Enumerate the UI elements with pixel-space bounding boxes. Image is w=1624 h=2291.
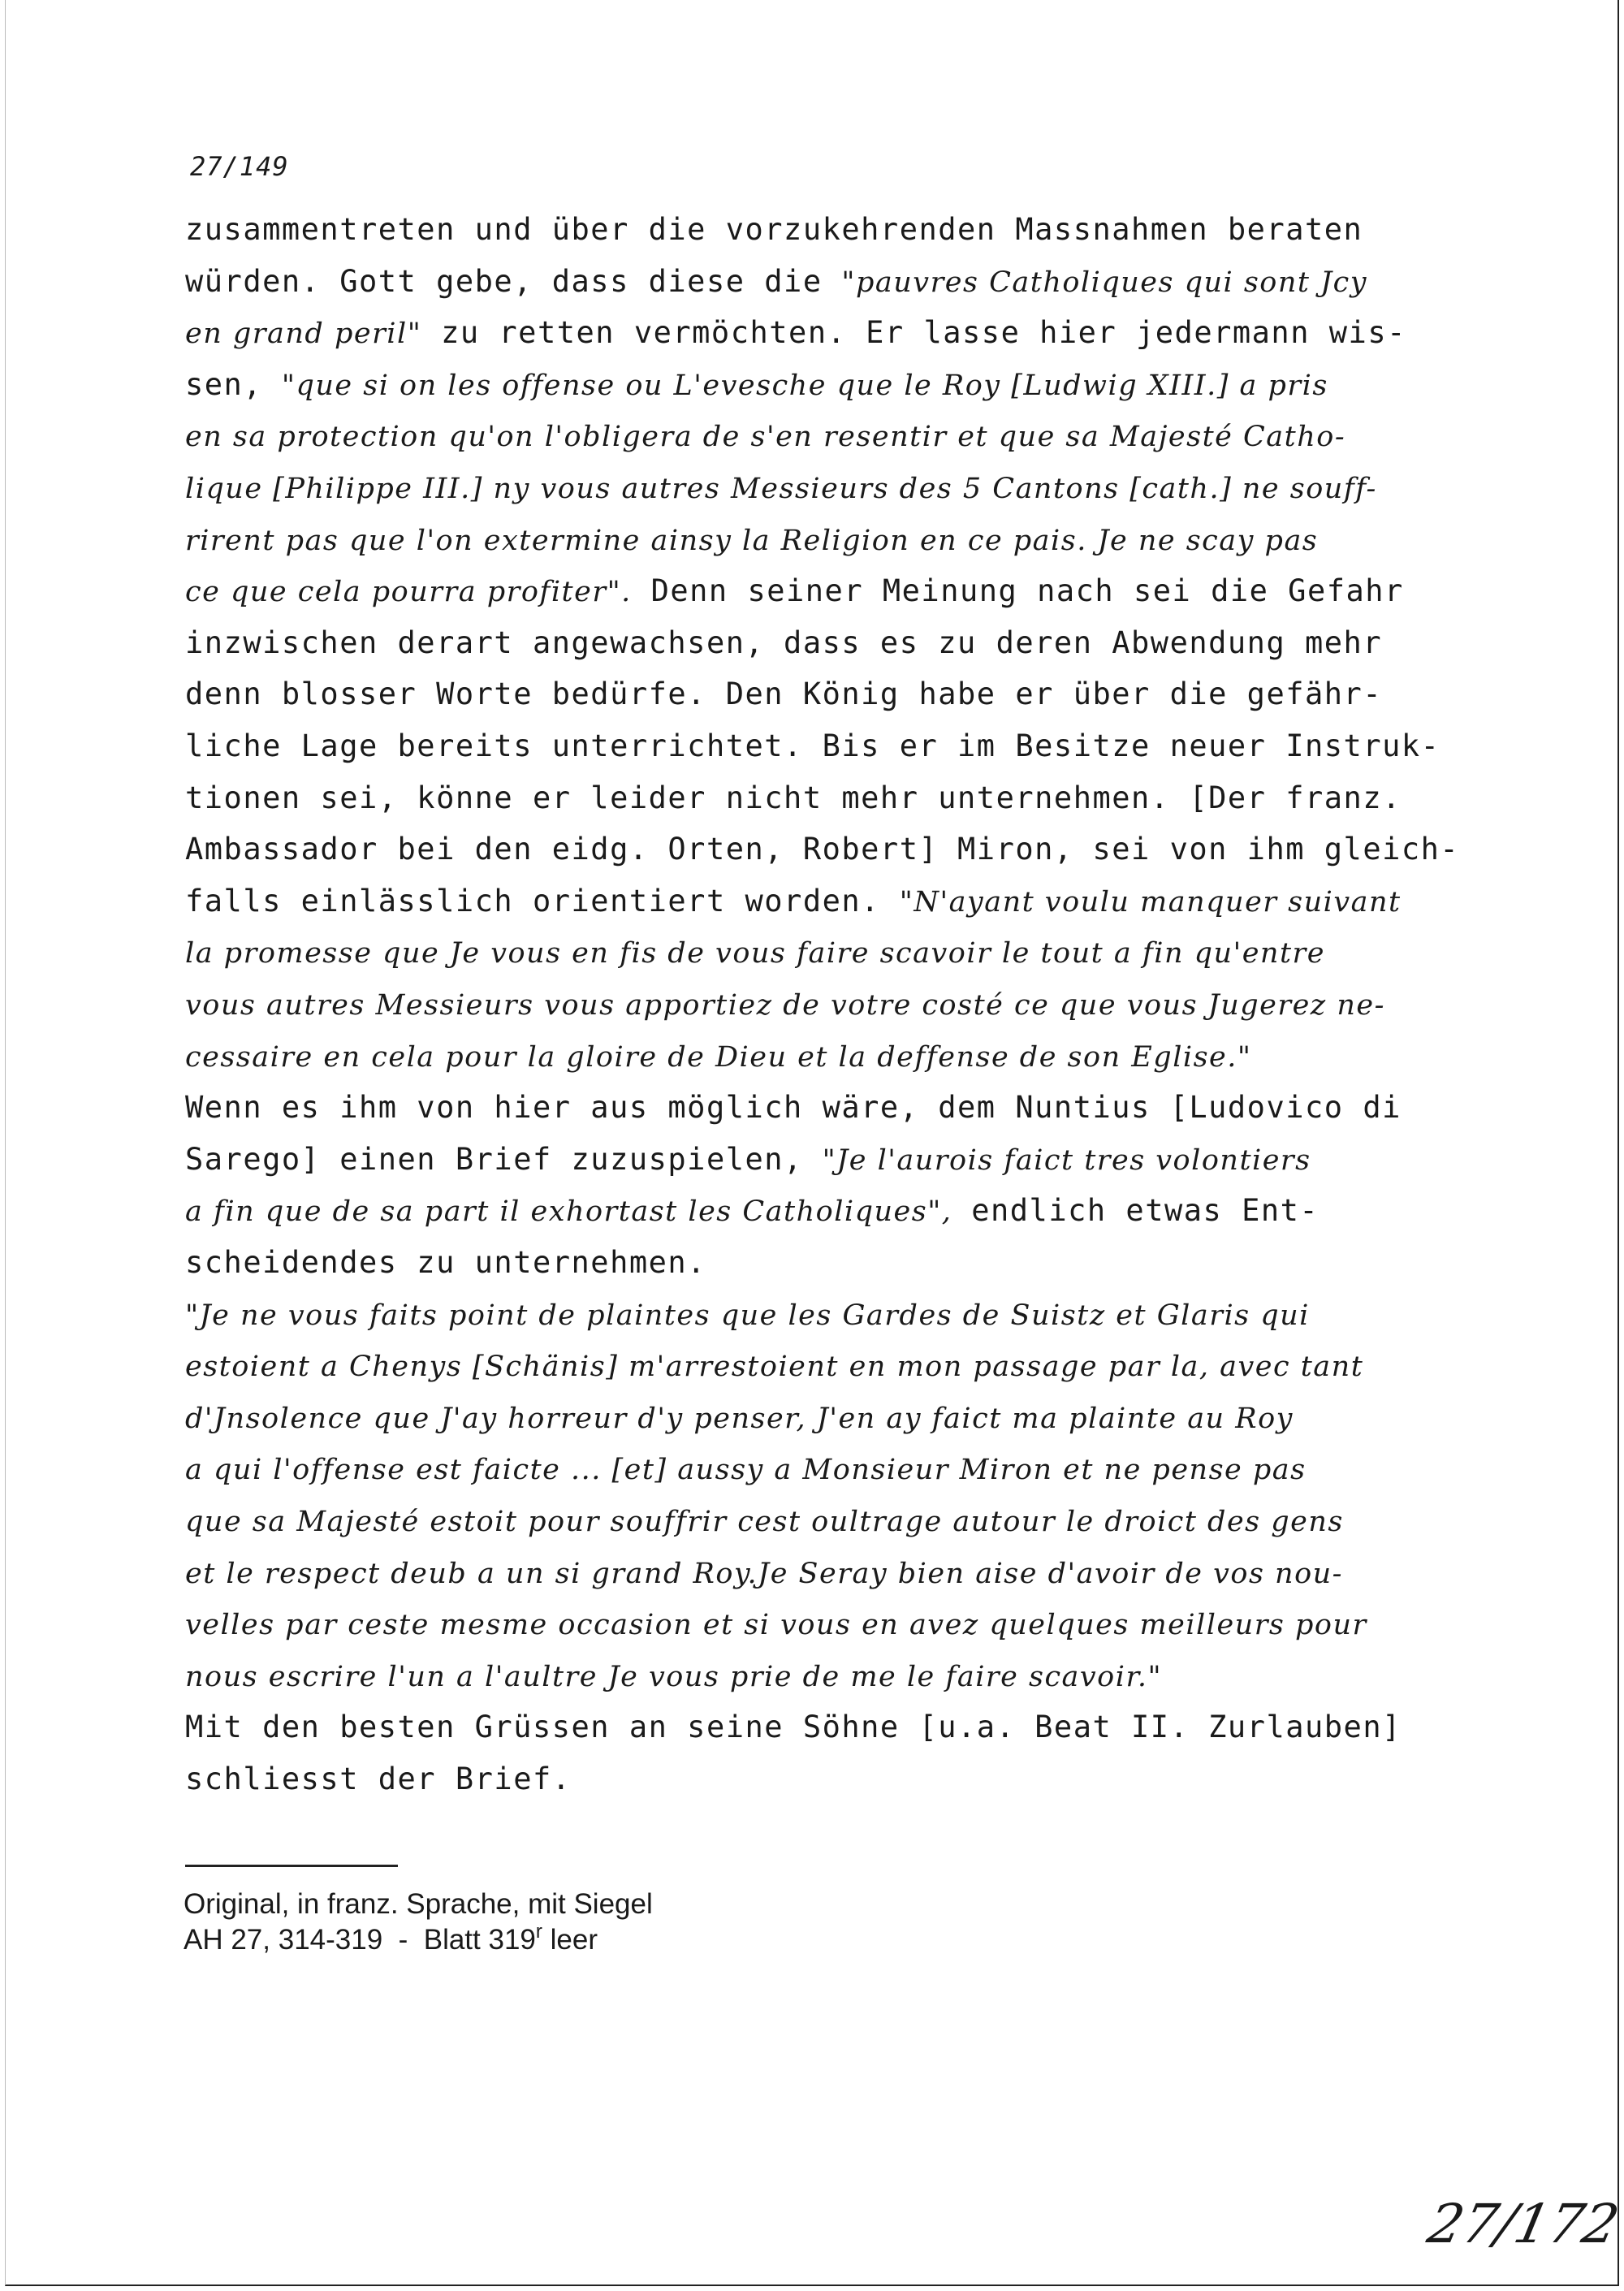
footnote-line-2 xyxy=(184,1921,598,1956)
body-line xyxy=(185,1403,1294,1433)
quoted-french-text: en grand peril" xyxy=(185,318,422,351)
quoted-french-text: en sa protection qu'on l'obligera de s'en resentir et que sa Majesté Catho- xyxy=(185,421,1346,454)
footnote-ref: AH 27, 314-319 - Blatt 319 xyxy=(184,1924,536,1956)
summary-text: zusammentreten und über die vorzukehrenden Massnahmen beraten xyxy=(185,212,1363,247)
summary-text: schliesst der Brief. xyxy=(185,1761,572,1796)
body-line xyxy=(185,1141,1311,1177)
body-line xyxy=(185,1761,572,1796)
footnote-rule xyxy=(185,1865,398,1867)
body-line xyxy=(185,1245,706,1280)
body-line xyxy=(185,883,1402,919)
body-line xyxy=(185,1710,1402,1745)
body-line xyxy=(185,1609,1367,1640)
body-line xyxy=(185,728,1440,763)
body-line xyxy=(185,937,1325,968)
body-line xyxy=(185,1193,1320,1229)
quoted-french-text: velles par ceste mesme occasion et si vous en avez quelques meilleurs pour xyxy=(185,1609,1367,1642)
summary-text: würden. Gott gebe, dass diese die xyxy=(185,263,842,299)
body-line xyxy=(185,625,1383,660)
body-line xyxy=(185,1351,1364,1384)
summary-text: falls einlässlich orientiert worden. xyxy=(185,883,900,919)
summary-text: Sarego] einen Brief zuzuspielen, xyxy=(185,1141,823,1177)
quoted-french-text: rirent pas que l'on extermine ainsy la Religion en ce pais. Je ne scay pas xyxy=(185,524,1319,557)
body-line xyxy=(185,1661,1162,1692)
body-line xyxy=(185,263,1368,299)
quoted-french-text: "N'ayant voulu manquer suivant xyxy=(899,885,1402,919)
body-line xyxy=(185,212,1363,247)
quoted-french-text: la promesse que Je vous en fis de vous faire scavoir le tout a fin qu'entre xyxy=(185,937,1325,970)
quoted-french-text: "Je ne vous faits point de plaintes que les Gardes de Suistz et Glaris qui xyxy=(185,1299,1310,1332)
quoted-french-text: nous escrire l'un a l'aultre Je vous prie de me le faire scavoir." xyxy=(185,1660,1163,1693)
body-line xyxy=(185,1558,1343,1589)
summary-text: zu retten vermöchten. Er lasse hier jedermann wis- xyxy=(421,315,1406,351)
quoted-french-text: que sa Majesté estoit pour souffrir cest oultrage autour le droict des gens xyxy=(185,1506,1344,1538)
quoted-french-text: estoient a Chenys [Schänis] m'arrestoient en mon passage par la, avec tant xyxy=(185,1351,1364,1384)
quoted-french-text: d'Jnsolence que J'ay horreur d'y penser, J'en ay faict ma plainte au Roy xyxy=(185,1402,1294,1435)
summary-text: Wenn es ihm von hier aus möglich wäre, dem Nuntius [Ludovico di xyxy=(185,1090,1402,1126)
footnote-tail: leer xyxy=(542,1924,598,1956)
body-line xyxy=(185,780,1402,815)
body-line xyxy=(185,989,1385,1020)
summary-text: endlich etwas Ent- xyxy=(952,1193,1320,1229)
body-line xyxy=(185,1454,1307,1485)
summary-text: scheidendes zu unternehmen. xyxy=(185,1245,706,1280)
summary-text: inzwischen derart angewachsen, dass es zu deren Abwendung mehr xyxy=(185,625,1383,660)
body-line xyxy=(185,573,1404,609)
quoted-french-text: et le respect deub a un si grand Roy.Je Seray bien aise d'avoir de vos nou- xyxy=(185,1557,1344,1590)
footnote-superscript: r xyxy=(535,1921,542,1943)
body-line xyxy=(185,473,1377,504)
quoted-french-text: vous autres Messieurs vous apportiez de votre costé ce que vous Jugerez ne- xyxy=(185,989,1385,1022)
body-line xyxy=(185,366,1328,402)
quoted-french-text: a qui l'offense est faicte ... [et] aussy a Monsieur Miron et ne pense pas xyxy=(185,1454,1307,1487)
body-line xyxy=(185,832,1460,867)
summary-text: denn blosser Worte bedürfe. Den König habe er über die gefähr- xyxy=(185,676,1383,712)
quoted-french-text: ce que cela pourra profiter". xyxy=(185,576,632,609)
summary-text: liche Lage bereits unterrichtet. Bis er im Besitze neuer Instruk- xyxy=(185,728,1440,763)
body-line xyxy=(185,421,1345,452)
quoted-french-text: lique [Philippe III.] ny vous autres Messieurs des 5 Cantons [cath.] ne souff- xyxy=(185,473,1377,505)
page-number: 27/149 xyxy=(190,151,289,182)
summary-text: tionen sei, könne er leider nicht mehr unternehmen. [Der franz. xyxy=(185,780,1402,815)
summary-text: sen, xyxy=(185,366,282,402)
quoted-french-text: a fin que de sa part il exhortast les Catholiques", xyxy=(185,1195,952,1229)
body-line xyxy=(185,1299,1310,1330)
body-line xyxy=(185,1041,1251,1072)
quoted-french-text: cessaire en cela pour la gloire de Dieu et la deffense de son Eglise." xyxy=(185,1040,1252,1074)
summary-text: Ambassador bei den eidg. Orten, Robert] Miron, sei von ihm gleich- xyxy=(185,832,1460,867)
body-line xyxy=(185,1506,1344,1537)
summary-text: Mit den besten Grüssen an seine Söhne [u.a. Beat II. Zurlauben] xyxy=(185,1710,1402,1745)
body-line xyxy=(185,525,1318,555)
summary-text: Denn seiner Meinung nach sei die Gefahr xyxy=(631,573,1404,609)
quoted-french-text: "Je l'aurois faict tres volontiers xyxy=(822,1143,1311,1177)
quoted-french-text: "pauvres Catholiques qui sont Jcy xyxy=(841,266,1368,299)
body-line xyxy=(185,676,1383,712)
footnote-line-1: Original, in franz. Sprache, mit Siegel xyxy=(184,1888,653,1920)
body-line xyxy=(185,1090,1402,1126)
quoted-french-text: "que si on les offense ou L'evesche que le Roy [Ludwig XIII.] a pris xyxy=(281,369,1328,402)
archive-number: 27/172 xyxy=(1422,2193,1624,2255)
body-line xyxy=(185,315,1406,351)
